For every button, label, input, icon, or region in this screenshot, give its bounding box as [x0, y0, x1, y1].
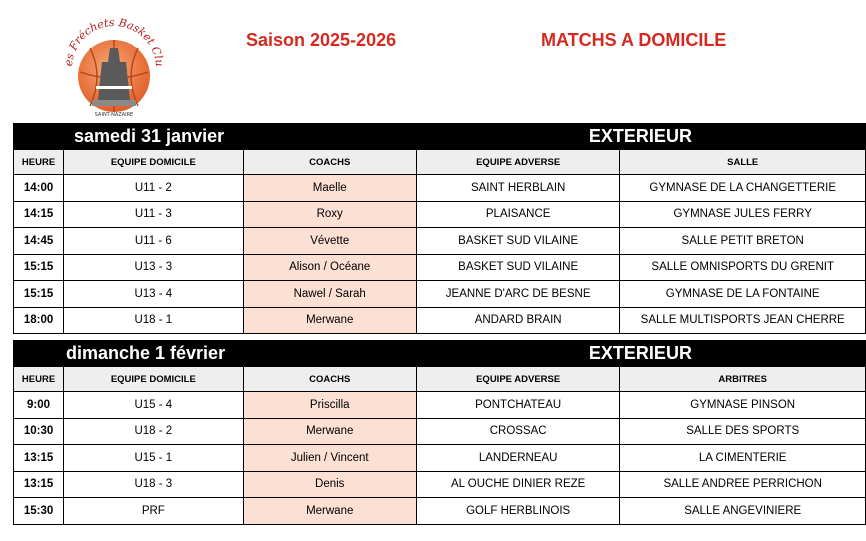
cell-time: 14:15: [14, 201, 64, 228]
col-equipe-domicile: EQUIPE DOMICILE: [64, 367, 243, 392]
cell-time: 13:15: [14, 471, 64, 498]
table-row: [14, 254, 866, 281]
cell-opponent: SAINT HERBLAIN: [416, 175, 619, 202]
cell-time: 15:15: [14, 254, 64, 281]
cell-time: 15:15: [14, 281, 64, 308]
cell-opponent: JEANNE D'ARC DE BESNE: [416, 281, 619, 308]
schedule-table-day-2: [13, 340, 866, 525]
column-headers: [14, 367, 866, 392]
season-title: Saison 2025-2026: [246, 30, 397, 50]
col-heure: HEURE: [14, 150, 64, 175]
schedule-table-day-1: [13, 123, 866, 334]
table-row: [14, 471, 866, 498]
table-row: [14, 307, 866, 334]
cell-venue: GYMNASE DE LA FONTAINE: [620, 281, 866, 308]
col-heure: HEURE: [14, 367, 64, 392]
cell-venue: SALLE ANDREE PERRICHON: [620, 471, 866, 498]
day-date: dimanche 1 février: [14, 341, 417, 367]
cell-opponent: AL OUCHE DINIER REZE: [416, 471, 619, 498]
cell-time: 14:45: [14, 228, 64, 255]
day-header-bar: [14, 124, 866, 150]
table-row: [14, 392, 866, 419]
svg-text:SAINT-NAZAIRE: SAINT-NAZAIRE: [94, 112, 134, 118]
col-equipe-domicile: EQUIPE DOMICILE: [64, 150, 243, 175]
cell-home-team: U18 - 2: [64, 418, 243, 445]
cell-venue: SALLE DES SPORTS: [620, 418, 866, 445]
cell-home-team: U11 - 6: [64, 228, 243, 255]
cell-home-team: U18 - 3: [64, 471, 243, 498]
col-coachs: COACHS: [243, 367, 416, 392]
cell-coach: Nawel / Sarah: [243, 281, 416, 308]
day-label: EXTERIEUR: [416, 124, 865, 150]
table-row: [14, 445, 866, 472]
cell-opponent: PONTCHATEAU: [416, 392, 619, 419]
col-salle: SALLE: [620, 150, 866, 175]
cell-opponent: LANDERNEAU: [416, 445, 619, 472]
cell-time: 18:00: [14, 307, 64, 334]
page-title: MATCHS A DOMICILE: [541, 30, 727, 50]
cell-venue: SALLE ANGEVINIERE: [620, 498, 866, 525]
cell-coach: Merwane: [243, 307, 416, 334]
cell-home-team: U15 - 4: [64, 392, 243, 419]
cell-venue: SALLE PETIT BRETON: [620, 228, 866, 255]
cell-time: 9:00: [14, 392, 64, 419]
table-row: [14, 498, 866, 525]
cell-home-team: U11 - 2: [64, 175, 243, 202]
cell-coach: Denis: [243, 471, 416, 498]
cell-home-team: U11 - 3: [64, 201, 243, 228]
cell-home-team: U13 - 4: [64, 281, 243, 308]
cell-coach: Julien / Vincent: [243, 445, 416, 472]
day-label: EXTERIEUR: [416, 341, 865, 367]
table-row: [14, 175, 866, 202]
table-row: [14, 201, 866, 228]
cell-coach: Vévette: [243, 228, 416, 255]
day-header-bar: [14, 341, 866, 367]
cell-time: 10:30: [14, 418, 64, 445]
cell-coach: Merwane: [243, 498, 416, 525]
cell-opponent: CROSSAC: [416, 418, 619, 445]
svg-text:Les Fréchets Basket Club: es Fréchets Basket Clu: [62, 15, 166, 68]
cell-venue: GYMNASE PINSON: [620, 392, 866, 419]
cell-opponent: BASKET SUD VILAINE: [416, 228, 619, 255]
cell-time: 14:00: [14, 175, 64, 202]
cell-venue: GYMNASE JULES FERRY: [620, 201, 866, 228]
column-headers: [14, 150, 866, 175]
cell-coach: Alison / Océane: [243, 254, 416, 281]
cell-time: 13:15: [14, 445, 64, 472]
cell-home-team: U15 - 1: [64, 445, 243, 472]
club-logo: [62, 14, 166, 118]
col-equipe-adverse: EQUIPE ADVERSE: [416, 367, 619, 392]
table-row: [14, 228, 866, 255]
table-row: [14, 281, 866, 308]
cell-venue: SALLE OMNISPORTS DU GRENIT: [620, 254, 866, 281]
cell-coach: Merwane: [243, 418, 416, 445]
cell-opponent: GOLF HERBLINOIS: [416, 498, 619, 525]
cell-opponent: PLAISANCE: [416, 201, 619, 228]
cell-home-team: U18 - 1: [64, 307, 243, 334]
cell-coach: Priscilla: [243, 392, 416, 419]
cell-opponent: ANDARD BRAIN: [416, 307, 619, 334]
day-date: samedi 31 janvier: [14, 124, 417, 150]
col-arbitres: ARBITRES: [620, 367, 866, 392]
cell-coach: Roxy: [243, 201, 416, 228]
col-coachs: COACHS: [243, 150, 416, 175]
cell-coach: Maelle: [243, 175, 416, 202]
cell-home-team: PRF: [64, 498, 243, 525]
cell-venue: GYMNASE DE LA CHANGETTERIE: [620, 175, 866, 202]
table-row: [14, 418, 866, 445]
col-equipe-adverse: EQUIPE ADVERSE: [416, 150, 619, 175]
cell-venue: LA CIMENTERIE: [620, 445, 866, 472]
cell-home-team: U13 - 3: [64, 254, 243, 281]
cell-opponent: BASKET SUD VILAINE: [416, 254, 619, 281]
cell-venue: SALLE MULTISPORTS JEAN CHERRE: [620, 307, 866, 334]
cell-time: 15:30: [14, 498, 64, 525]
